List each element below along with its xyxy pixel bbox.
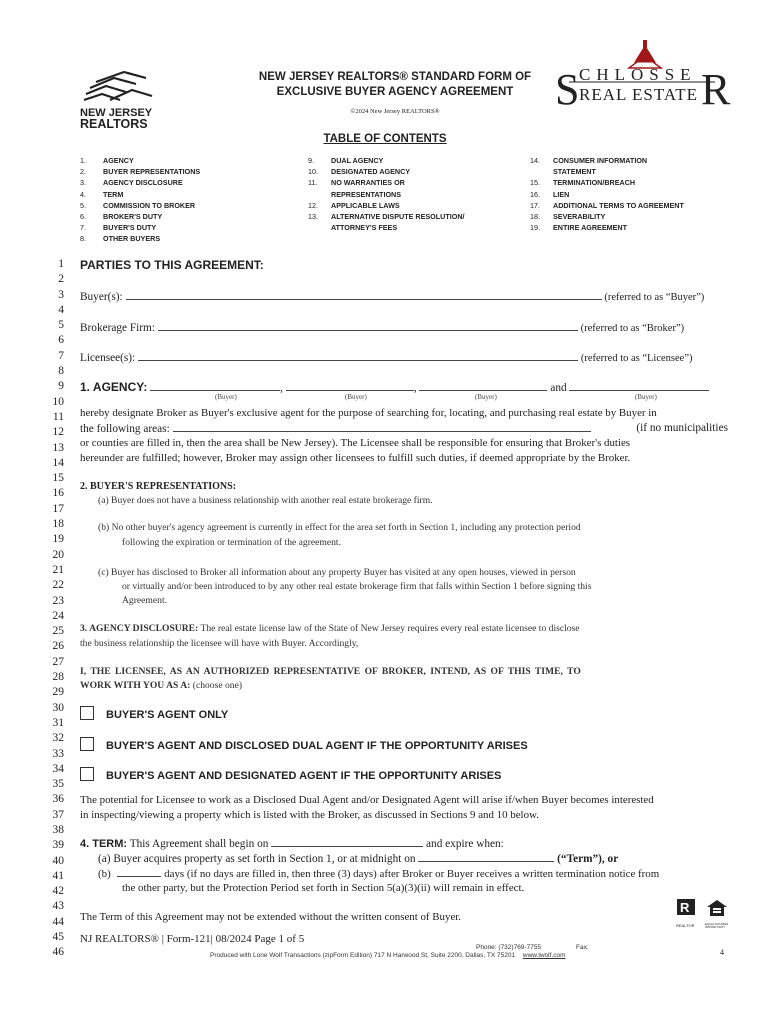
- toc-col-1: [80, 155, 200, 245]
- toc-item-label: COMMISSION TO BROKER: [103, 200, 196, 210]
- line-number: 24: [52, 609, 64, 622]
- toc-col-2: [308, 155, 465, 233]
- toc-item-label: TERM: [103, 189, 124, 199]
- toc-item: [80, 166, 200, 177]
- toc-item-number: 15.: [530, 178, 540, 188]
- line-number: 4: [58, 303, 64, 316]
- line-number: 43: [52, 900, 64, 913]
- option-label-2: BUYER'S AGENT AND DISCLOSED DUAL AGENT IF THE OPPORTUNITY ARISES: [106, 740, 528, 752]
- term-b-row: [98, 866, 746, 882]
- nj-realtors-logo: [80, 70, 170, 130]
- term-date-field[interactable]: [418, 851, 554, 862]
- line-number: 9: [58, 380, 64, 393]
- term-expire: and expire when:: [426, 838, 504, 850]
- toc-item: [80, 222, 200, 233]
- toc-item-number: 12.: [308, 200, 318, 210]
- agency-text-4: hereunder are fulfilled; however, Broker may assign other licensees to fulfill such duties, if deemed appropriate by the Broker.: [80, 452, 631, 464]
- term-b: days (if no days are filled in, then three (3) days) after Broker or Buyer receives a written termination notice from: [164, 868, 660, 880]
- buyer-sub-4: (Buyer): [635, 393, 657, 401]
- line-number: 34: [52, 762, 64, 775]
- term-row-1: [80, 836, 728, 852]
- agency-text-2-end: (if no municipalities: [636, 422, 728, 434]
- line-number: 40: [52, 854, 64, 867]
- line-number: 28: [52, 671, 64, 684]
- disclosure-text-1: The real estate license law of the State of New Jersey requires every real estate licensee to disclose: [200, 623, 580, 634]
- brand-letter-s: S: [555, 65, 580, 110]
- potential-line-2: in inspecting/viewing a property which is listed with the Broker, as discussed in Sections 9 and 10 below.: [80, 809, 539, 821]
- term-b-prefix: (b): [98, 868, 111, 880]
- toc-item: [530, 211, 684, 222]
- toc-item: [530, 177, 684, 188]
- term-extend: The Term of this Agreement may not be extended without the written consent of Buyer.: [80, 911, 462, 923]
- licensee-ref: (referred to as “Licensee”): [580, 353, 693, 364]
- agency-text-3: or counties are filled in, then the area shall be New Jersey). The Licensee shall be responsible for ensuring that Broker's duties: [80, 437, 631, 449]
- line-number: 10: [52, 395, 64, 408]
- disclosure-text-2: the business relationship the licensee will have with Buyer. Accordingly,: [80, 638, 359, 649]
- form-title: [240, 70, 550, 119]
- intend-line-2: WORK WITH YOU AS A:: [80, 680, 191, 691]
- line-number: 5: [58, 319, 64, 332]
- line-number: 21: [52, 563, 64, 576]
- toc-item: [530, 155, 684, 166]
- toc-item: [530, 189, 684, 200]
- toc-item-label: STATEMENT: [553, 167, 596, 177]
- toc-item-number: 3.: [80, 178, 86, 188]
- line-number: 13: [52, 441, 64, 454]
- toc-item-number: 5.: [80, 200, 86, 210]
- toc-title: TABLE OF CONTENTS: [323, 133, 447, 145]
- toc-item-label: BUYER REPRESENTATIONS: [103, 167, 201, 177]
- option-label-3: BUYER'S AGENT AND DESIGNATED AGENT IF THE OPPORTUNITY ARISES: [106, 770, 502, 782]
- toc-item-number: 2.: [80, 167, 86, 177]
- line-number: 17: [52, 502, 64, 515]
- toc-item-label: BROKER'S DUTY: [103, 212, 163, 222]
- toc-item-number: 11.: [308, 178, 318, 188]
- copyright: ©2024 New Jersey REALTORS®: [350, 108, 440, 115]
- toc-item-number: 4.: [80, 189, 86, 199]
- buyer-row: [80, 289, 728, 305]
- line-number: 7: [58, 349, 64, 362]
- footer-produced: [210, 944, 589, 959]
- toc-item-number: 18.: [530, 212, 540, 222]
- buyer-reps-c3: Agreement.: [122, 595, 168, 606]
- line-number: 18: [52, 518, 64, 531]
- disclosure-heading: 3. AGENCY DISCLOSURE:: [80, 623, 199, 634]
- schlosser-logo-icon: [555, 40, 735, 110]
- toc-item-number: 14.: [530, 156, 540, 165]
- term-a: (a) Buyer acquires property as set forth in Section 1, or at midnight on: [98, 853, 416, 865]
- toc-item-number: 16.: [530, 189, 540, 199]
- toc-col-3: [530, 155, 684, 233]
- form-title-line1: NEW JERSEY REALTORS® STANDARD FORM OF: [258, 71, 532, 83]
- toc-item-label: SEVERABILITY: [553, 212, 606, 222]
- buyer-label: Buyer(s):: [80, 291, 123, 303]
- realtor-logo: [676, 898, 700, 928]
- agency-text-2: the following areas:: [80, 423, 170, 435]
- line-number: 22: [52, 579, 64, 592]
- intend-note: (choose one): [192, 680, 243, 691]
- licensee-row: [80, 350, 728, 366]
- agency-buyer-field-2[interactable]: [286, 380, 414, 391]
- toc-item: [308, 177, 465, 188]
- licensee-field[interactable]: [138, 350, 578, 361]
- buyer-reps-b2: following the expiration or termination of the agreement.: [122, 537, 341, 548]
- toc-item-label: AGENCY DISCLOSURE: [103, 178, 183, 188]
- line-number: 38: [52, 823, 64, 836]
- buyer-sub-2: (Buyer): [345, 393, 367, 401]
- line-numbers: [42, 257, 64, 961]
- line-number: 12: [52, 426, 64, 439]
- line-number: 16: [52, 487, 64, 500]
- term-b2: the other party, but the Protection Period set forth in Section 5(a)(3)(ii) will remain in effect.: [122, 882, 525, 894]
- line-number: 23: [52, 594, 64, 607]
- line-number: 25: [52, 625, 64, 638]
- toc-item-label: TERMINATION/BREACH: [553, 178, 636, 188]
- term-begin: This Agreement shall begin on: [129, 838, 269, 850]
- footer-phone: Phone: (732)769-7755: [476, 944, 542, 951]
- line-number: 19: [52, 533, 64, 546]
- toc-item-number: 6.: [80, 212, 86, 222]
- toc-item: [308, 200, 465, 211]
- agency-buyer-field-4[interactable]: [569, 380, 709, 391]
- line-number: 45: [52, 931, 64, 944]
- buyer-sub-3: (Buyer): [475, 393, 497, 401]
- line-number: 20: [52, 548, 64, 561]
- buyer-reps-c2: or virtually and/or been introduced to by any other real estate brokerage firm that falls within Section 1 before signing this: [122, 581, 592, 592]
- toc-item-label: DUAL AGENCY: [331, 156, 384, 165]
- toc-item: [530, 200, 684, 211]
- brand-letter-r: R: [701, 65, 731, 110]
- toc-item-number: 13.: [308, 212, 318, 222]
- toc-item: [308, 211, 465, 222]
- potential-line-1: The potential for Licensee to work as a Disclosed Dual Agent and/or Designated Agent will arise if/when Buyer becomes interested: [80, 794, 654, 806]
- toc-item-number: 7.: [80, 223, 86, 233]
- line-number: 2: [58, 273, 64, 286]
- toc-item-label: NO WARRANTIES OR: [331, 178, 405, 188]
- broker-row: [80, 320, 728, 336]
- line-number: 46: [52, 946, 64, 959]
- page-mark: 4: [720, 948, 724, 957]
- agency-and: and: [550, 382, 567, 394]
- broker-field[interactable]: [158, 320, 578, 331]
- toc-item-number: 10.: [308, 167, 318, 177]
- nj-logo-text-1: NEW JERSEY: [80, 107, 153, 119]
- line-number: 26: [52, 640, 64, 653]
- equal-housing-logo: [705, 898, 731, 929]
- option-designated-agent[interactable]: [80, 766, 728, 784]
- toc-item-number: 9.: [308, 156, 314, 165]
- toc-item-label: APPLICABLE LAWS: [331, 200, 400, 210]
- checkbox-buyers-agent-only[interactable]: [80, 706, 94, 720]
- option-dual-agent[interactable]: [80, 736, 728, 754]
- nj-logo-text-2: REALTORS: [80, 117, 148, 131]
- toc-item: [308, 166, 465, 177]
- line-number: 6: [58, 334, 64, 347]
- line-number: 29: [52, 686, 64, 699]
- term-a-row: [98, 851, 746, 867]
- toc-item-label: REPRESENTATIONS: [331, 189, 402, 199]
- schlosser-real-estate-logo: [555, 40, 735, 110]
- checkbox-dual-agent[interactable]: [80, 737, 94, 751]
- line-number: 3: [58, 288, 64, 301]
- toc-item-label: DESIGNATED AGENCY: [331, 167, 411, 177]
- licensee-label: Licensee(s):: [80, 352, 136, 364]
- toc-item: [308, 189, 465, 200]
- agency-buyer-field-1[interactable]: [150, 380, 280, 391]
- intend-line-2-row: [80, 679, 728, 692]
- toc-item: [308, 222, 465, 233]
- areas-field[interactable]: [173, 421, 591, 432]
- agency-heading: 1. AGENCY:: [80, 380, 148, 394]
- buyer-sub-1: (Buyer): [215, 393, 237, 401]
- toc-item: [80, 177, 200, 188]
- realtor-r-icon: [676, 898, 700, 918]
- brand-top-text: CHLOSSE: [579, 65, 697, 84]
- toc-item: [80, 233, 200, 244]
- term-heading: 4. TERM:: [80, 838, 128, 850]
- agency-text-2-row: [80, 421, 728, 437]
- toc-item-label: CONSUMER INFORMATION: [553, 156, 648, 165]
- line-number: 35: [52, 778, 64, 791]
- line-number: 36: [52, 793, 64, 806]
- footer-fax: Fax:: [576, 944, 589, 951]
- broker-ref: (referred to as “Broker”): [580, 323, 685, 334]
- agency-text-1: hereby designate Broker as Buyer's exclusive agent for the purpose of searching for, locating, and purchasing real estate by Buyer in: [80, 407, 657, 419]
- toc-item-label: ENTIRE AGREEMENT: [553, 223, 628, 233]
- toc-item-label: ATTORNEY'S FEES: [331, 223, 398, 233]
- line-number: 37: [52, 808, 64, 821]
- svg-text:R: R: [680, 900, 690, 915]
- line-number: 30: [52, 701, 64, 714]
- toc-item-number: 1.: [80, 156, 86, 165]
- line-number: 11: [52, 410, 64, 423]
- buyer-reps-c1: (c) Buyer has disclosed to Broker all information about any property Buyer has visited at any open houses, viewed in person: [98, 567, 576, 578]
- buyer-reps-heading: 2. BUYER'S REPRESENTATIONS:: [80, 481, 237, 492]
- toc-item: [80, 189, 200, 200]
- toc-item-number: 17.: [530, 200, 540, 210]
- line-number: 32: [52, 732, 64, 745]
- line-number: 42: [52, 885, 64, 898]
- toc-item: [80, 155, 200, 166]
- line-number: 31: [52, 716, 64, 729]
- nj-realtors-buildings-icon: [80, 70, 160, 108]
- footer-url[interactable]: www.lwolf.com: [522, 952, 566, 959]
- toc-item-label: OTHER BUYERS: [103, 234, 161, 244]
- broker-label: Brokerage Firm:: [80, 322, 155, 334]
- line-number: 44: [52, 915, 64, 928]
- toc-item-number: 8.: [80, 234, 86, 244]
- toc-item-label: LIEN: [553, 189, 570, 199]
- toc-item: [530, 166, 684, 177]
- line-number: 1: [58, 258, 64, 270]
- line-number: 27: [52, 655, 64, 668]
- term-days-field[interactable]: [117, 866, 161, 877]
- realtor-label: REALTOR: [676, 923, 695, 928]
- line-number: 15: [52, 472, 64, 485]
- parties-heading: PARTIES TO THIS AGREEMENT:: [80, 258, 264, 272]
- agency-buyer-field-3[interactable]: [419, 380, 547, 391]
- footer-produced-text: Produced with Lone Wolf Transactions (zipForm Edition) 717 N Harwood St, Suite 2200, Dallas, TX 75201: [210, 952, 516, 959]
- toc-item: [80, 211, 200, 222]
- buyer-reps-a: (a) Buyer does not have a business relationship with another real estate brokerage firm.: [98, 495, 433, 506]
- toc-item-label: ALTERNATIVE DISPUTE RESOLUTION/: [331, 212, 465, 222]
- toc-item: [530, 222, 684, 233]
- toc-item: [308, 155, 465, 166]
- buyer-field[interactable]: [126, 289, 602, 300]
- line-number: 39: [52, 839, 64, 852]
- toc-item-label: AGENCY: [103, 156, 134, 165]
- toc-item: [80, 200, 200, 211]
- intend-line-1: I, THE LICENSEE, AS AN AUTHORIZED REPRESENTATIVE OF BROKER, INTEND, AS OF THIS TIME, TO: [80, 666, 581, 677]
- line-number: 14: [52, 456, 64, 469]
- option-buyers-agent-only[interactable]: [80, 705, 728, 723]
- term-a-end: (“Term”), or: [557, 853, 619, 865]
- agency-row: 1. AGENCY: , , and: [80, 380, 728, 396]
- brand-bottom-text: REAL ESTATE: [579, 85, 699, 104]
- line-number: 41: [52, 869, 64, 882]
- form-title-line2: EXCLUSIVE BUYER AGENCY AGREEMENT: [276, 86, 514, 98]
- toc-item-label: BUYER'S DUTY: [103, 223, 157, 233]
- disclosure-row-1: [80, 622, 728, 635]
- line-number: 8: [58, 365, 64, 378]
- toc-item-label: ADDITIONAL TERMS TO AGREEMENT: [553, 200, 684, 210]
- buyer-reps-b1: (b) No other buyer's agency agreement is currently in effect for the area set forth in Section 1, including any protection period: [98, 522, 581, 533]
- equal-housing-icon: [705, 898, 729, 918]
- option-label-1: BUYER'S AGENT ONLY: [106, 709, 229, 721]
- term-begin-field[interactable]: [271, 836, 423, 847]
- eho-label: EQUAL HOUSING OPPORTUNITY: [705, 922, 729, 929]
- toc-item-number: 19.: [530, 223, 540, 233]
- checkbox-designated-agent[interactable]: [80, 767, 94, 781]
- footer-form-id: NJ REALTORS® | Form-121| 08/2024 Page 1 of 5: [80, 933, 305, 945]
- line-number: 33: [52, 747, 64, 760]
- buyer-ref: (referred to as “Buyer”): [604, 292, 705, 303]
